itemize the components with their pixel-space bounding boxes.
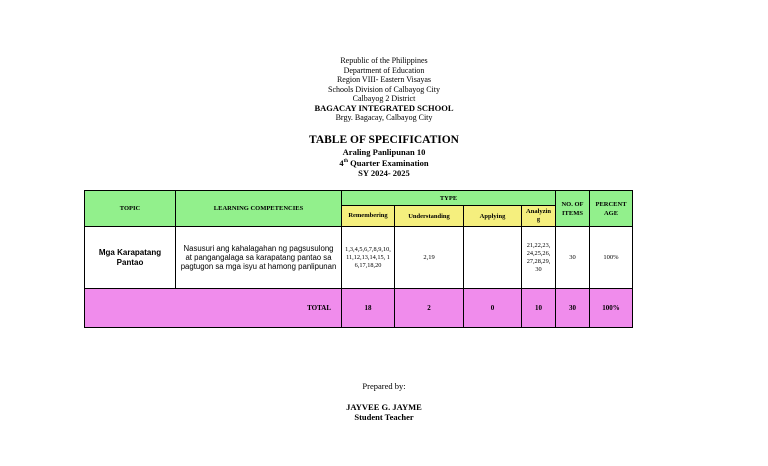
school-name: BAGACAY INTEGRATED SCHOOL: [314, 102, 454, 113]
quarter-suffix: th: [343, 158, 349, 164]
total-understanding: 2: [395, 289, 464, 328]
header-line-district: Calbayog 2 District: [352, 94, 416, 103]
header-line-division: Schools Division of Calbayog City: [328, 84, 440, 94]
analyzing-cell: [522, 227, 556, 289]
total-label: TOTAL: [85, 289, 342, 328]
header-analyzing: [522, 206, 556, 227]
header-analyzing-label: Analyzing: [526, 208, 551, 223]
header-applying: Applying: [464, 206, 522, 227]
total-remembering: 18: [342, 289, 395, 328]
specification-table: [84, 190, 633, 328]
understanding-cell: 2,19: [395, 227, 464, 289]
items-cell: 30: [556, 227, 590, 289]
header-remembering-label: Remembering: [348, 212, 388, 219]
header-percentage: [590, 191, 633, 227]
quarter-number: 4: [339, 157, 344, 168]
header-topic: TOPIC: [85, 191, 176, 227]
header-no-items: [556, 191, 590, 227]
page-title: TABLE OF SPECIFICATION: [309, 134, 459, 146]
header-type: TYPE: [342, 191, 556, 206]
signature-block: [0, 402, 768, 422]
table-row: [85, 227, 633, 289]
header-no-items-label: NO. OF ITEMS: [561, 200, 584, 217]
quarter-text: Quarter Examination: [348, 157, 429, 168]
prepared-by-label: Prepared by:: [362, 381, 406, 391]
school-address: Brgy. Bagacay, Calbayog City: [335, 113, 433, 122]
header-remembering: [342, 206, 395, 227]
preparer-name: JAYVEE G. JAYME: [346, 402, 422, 412]
header-line-deped: Department of Education: [343, 65, 425, 75]
percentage-cell: 100%: [590, 227, 633, 289]
analyzing-items: 21,22,23, 24,25,26, 27,28,29, 30: [526, 241, 551, 273]
document-header: [0, 56, 768, 123]
topic-cell: Mga Karapatang Pantao: [85, 227, 176, 289]
total-analyzing: 10: [522, 289, 556, 328]
header-understanding: Understanding: [395, 206, 464, 227]
applying-cell: [464, 227, 522, 289]
preparer-role: Student Teacher: [354, 412, 414, 422]
document-title-block: [0, 134, 768, 179]
total-row: [85, 289, 633, 328]
competency-cell: Nasusuri ang kahalagahan ng pagsusulong at pangangalaga sa karapatang pantao sa pagtugon sa mga isyu at hamong panlipunan: [176, 227, 342, 289]
remembering-items: 1,3,4,5,6,7,8,9,10,11,12,13,14,15, 16,17,18,20: [345, 245, 391, 269]
school-year: SY 2024- 2025: [358, 168, 410, 178]
header-percentage-label: PERCENTAGE: [595, 200, 627, 217]
subject-title: Araling Panlipunan 10: [342, 147, 426, 157]
total-applying: 0: [464, 289, 522, 328]
header-line-region: Region VIII- Eastern Visayas: [336, 75, 432, 84]
total-items: 30: [556, 289, 590, 328]
quarter-title: [0, 158, 768, 169]
header-competencies: LEARNING COMPETENCIES: [176, 191, 342, 227]
remembering-cell: [342, 227, 395, 289]
header-line-republic: Republic of the Philippines: [340, 56, 428, 65]
total-percentage: 100%: [590, 289, 633, 328]
